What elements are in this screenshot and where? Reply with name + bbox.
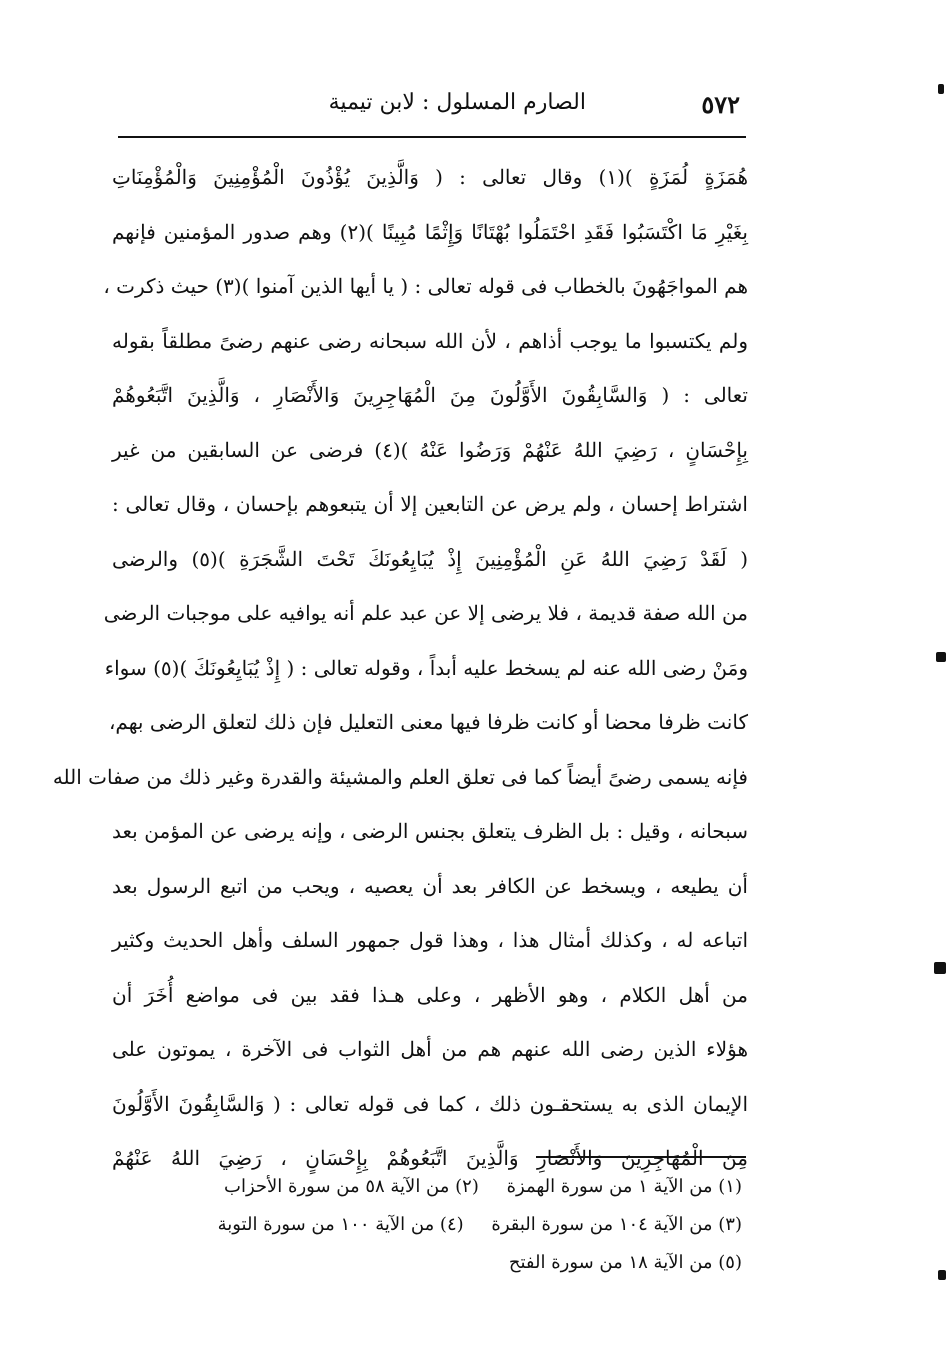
footnote-5: (٥) من الآية ١٨ من سورة الفتح: [508, 1252, 742, 1273]
text-line: أن يطيعه ، ويسخط عن الكافر بعد أن يعصيه ، ويحب من اتبع الرسول بعد: [112, 873, 748, 898]
page-number: ٥٧٢: [701, 90, 740, 119]
footnote-row: [112, 1206, 742, 1244]
footnote-4: (٤) من الآية ١٠٠ من سورة التوبة: [217, 1214, 464, 1235]
footnote-1: (١) من الآية ١ من سورة الهمزة: [506, 1176, 742, 1197]
text-line: هُمَزَةٍ لُمَزَةٍ )(١) وقال تعالى : ( وَالَّذِينَ يُؤْذُونَ الْمُؤْمِنِينَ وَالْمُؤْمِنَاتِ: [112, 165, 748, 189]
footnote-row: [112, 1244, 742, 1282]
text-line: من أهل الكلام ، وهو الأظهر ، وعلى هـذا فقد بين فى مواضع أُخَرَ أن: [112, 982, 748, 1007]
scan-mark: [934, 962, 946, 974]
text-line: تعالى : ( وَالسَّابِقُونَ الأَوَّلُونَ مِنَ الْمُهَاجِرِينَ وَالأَنْصَارِ ، وَالَّذِينَ اتَّبَعُوهُمْ: [112, 383, 748, 407]
text-line: بِغَيْرِ مَا اكْتَسَبُوا فَقَدِ احْتَمَلُوا بُهْتَانًا وَإِثْمًا مُبِينًا )(٢) وهم صدور المؤمنين فإنهم: [112, 219, 748, 244]
text-line: ولم يكتسبوا ما يوجب أذاهم ، لأن الله سبحانه رضى عنهم رضىً مطلقاً بقوله: [112, 328, 748, 353]
text-line: اشتراط إحسان ، ولم يرض عن التابعين إلا أن يتبعوهم بإحسان ، وقال تعالى :: [112, 492, 748, 516]
scan-mark: [936, 652, 946, 662]
text-line: هم المواجَهُونَ بالخطاب فى قوله تعالى : ( يا أيها الذين آمنوا )(٣) حيث ذكرت ،: [103, 274, 748, 298]
footnote-3: (٣) من الآية ١٠٤ من سورة البقرة: [491, 1214, 742, 1235]
body-text: [52, 150, 749, 1186]
text-line: بِإِحْسَانٍ ، رَضِيَ اللهُ عَنْهُمْ وَرَضُوا عَنْهُ )(٤) فرضى عن السابقين من غير: [112, 437, 748, 462]
footnote-2: (٢) من الآية ٥٨ من سورة الأحزاب: [224, 1176, 479, 1197]
text-line: ومَنْ رضى الله عنه لم يسخط عليه أبداً ، وقوله تعالى : ( إِذْ يُبَايِعُونَكَ )(٥) سواء: [104, 655, 748, 680]
text-line: هؤلاء الذين رضى الله عنهم هم من أهل الثواب فى الآخرة ، يموتون على: [112, 1037, 748, 1061]
footnotes: [112, 1168, 742, 1282]
page-header: [118, 86, 746, 130]
text-line: فإنه يسمى رضىً أيضاً كما فى تعلق العلم والمشيئة والقدرة وغير ذلك من صفات الله: [52, 764, 748, 789]
footnote-rule: [536, 1156, 746, 1158]
scan-mark: [938, 1270, 946, 1280]
text-line: الإيمان الذى به يستحقـون ذلك ، كما فى قوله تعالى : ( وَالسَّابِقُونَ الأَوَّلُونَ: [112, 1091, 748, 1116]
header-rule: [118, 136, 746, 138]
text-line: ( لَقَدْ رَضِيَ اللهُ عَنِ الْمُؤْمِنِينَ إِذْ يُبَايِعُونَكَ تَحْتَ الشَّجَرَةِ )(٥) والرضى: [112, 546, 749, 571]
text-line: اتباعه له ، وكذلك أمثال هذا ، وهذا قول جمهور السلف وأهل الحديث وكثير: [112, 928, 748, 952]
footnote-row: [112, 1168, 742, 1206]
text-line: من الله صفة قديمة ، فلا يرضى إلا عن عبد علم أنه يوافيه على موجبات الرضى: [103, 601, 748, 625]
text-line: سبحانه ، وقيل : بل الظرف يتعلق بجنس الرضى ، وإنه يرضى عن المؤمن بعد: [112, 819, 748, 843]
text-line: كانت ظرفا محضا أو كانت ظرفا فيها معنى التعليل فإن ذلك لتعلق الرضى بهم،: [108, 710, 748, 734]
running-title: الصارم المسلول : لابن تيمية: [328, 90, 586, 115]
text-line: مِنَ الْمُهَاجِرِينَ وَالأَنْصَارِ وَالَّذِينَ اتَّبَعُوهُمْ بِإِحْسَانٍ ، رَضِيَ اللهُ عَنْهُمْ: [112, 1146, 748, 1170]
scan-mark: [938, 84, 944, 94]
